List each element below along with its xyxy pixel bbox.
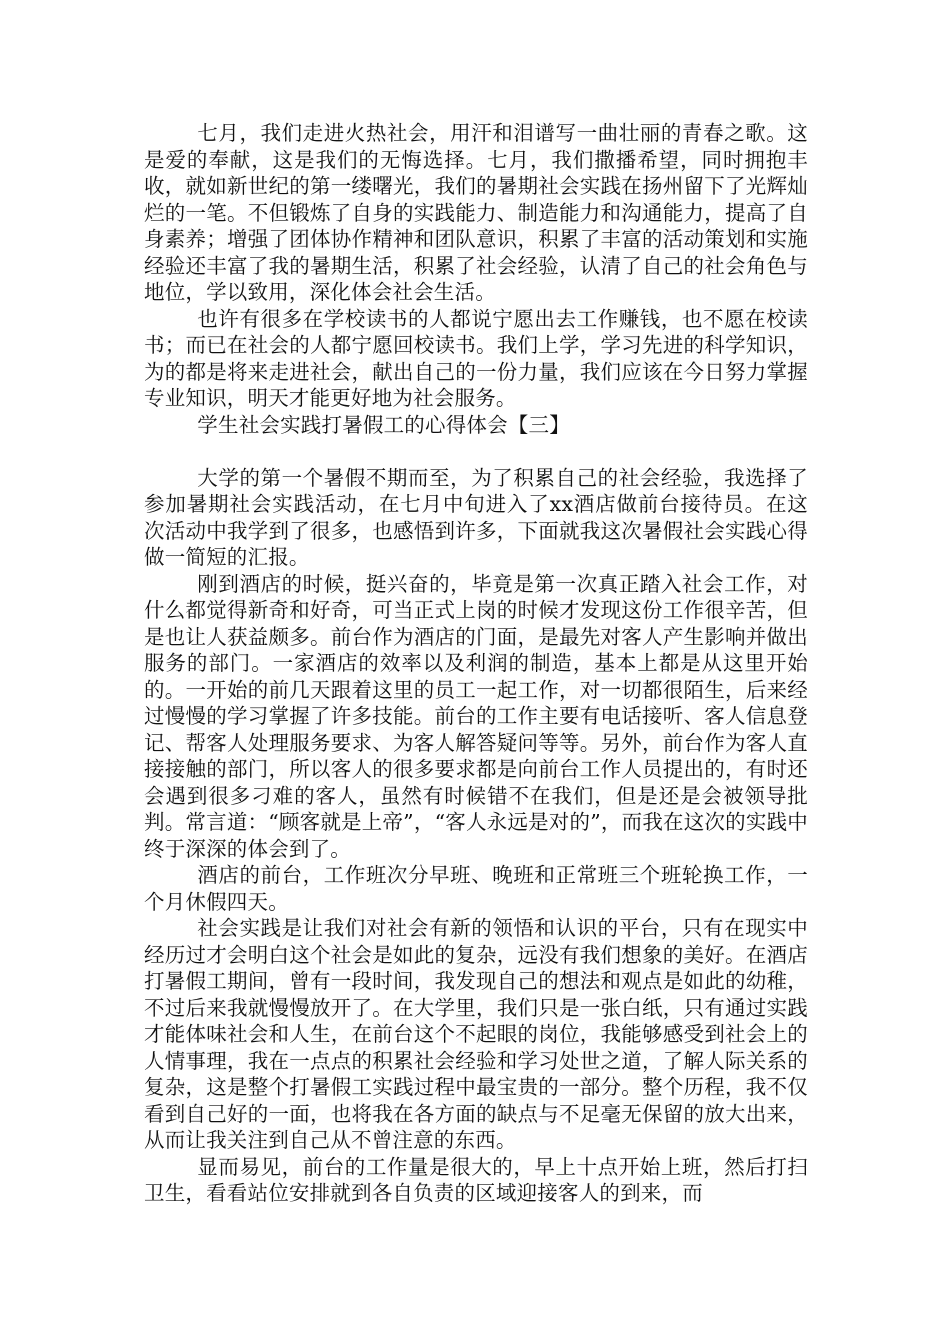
paragraph-study: 也许有很多在学校读书的人都说宁愿出去工作赚钱，也不愿在校读书；而已在社会的人都宁愿回校读书。我们上学，学习先进的科学知识，为的都是将来走进社会，献出自己的一份力量，我们应该在今日努力掌握专业知识，明天才能更好地为社会服务。: [144, 306, 808, 410]
paragraph-shifts: 酒店的前台，工作班次分早班、晚班和正常班三个班轮换工作，一个月休假四天。: [144, 863, 808, 914]
paragraph-social-practice: 社会实践是让我们对社会有新的领悟和认识的平台，只有在现实中经历过才会明白这个社会是如此的复杂，远没有我们想象的美好。在酒店打暑假工期间，曾有一段时间，我发现自己的想法和观点是如此的幼稚，不过后来我就慢慢放开了。在大学里，我们只是一张白纸，只有通过实践才能体味社会和人生，在前台这个不起眼的岗位，我能够感受到社会上的人情事理，我在一点点的积累社会经验和学习处世之道，了解人际关系的复杂，这是整个打暑假工实践过程中最宝贵的一部分。整个历程，我不仅看到自己好的一面，也将我在各方面的缺点与不足毫无保留的放大出来，从而让我关注到自己从不曾注意的东西。: [144, 916, 808, 1152]
paragraph-hotel-arrival: 刚到酒店的时候，挺兴奋的，毕竟是第一次真正踏入社会工作，对什么都觉得新奇和好奇，可当正式上岗的时候才发现这份工作很辛苦，但是也让人获益颇多。前台作为酒店的门面，是最先对客人产生影响并做出服务的部门。一家酒店的效率以及利润的制造，基本上都是从这里开始的。一开始的前几天跟着这里的员工一起工作，对一切都很陌生，后来经过慢慢的学习掌握了许多技能。前台的工作主要有电话接听、客人信息登记、帮客人处理服务要求、为客人解答疑问等等。另外，前台作为客人直接接触的部门，所以客人的很多要求都是向前台工作人员提出的，有时还会遇到很多刁难的客人，虽然有时候错不在我们，但是还是会被领导批判。常言道：“顾客就是上帝”，“客人永远是对的”，而我在这次的实践中终于深深的体会到了。: [144, 571, 808, 861]
document-body: [144, 120, 808, 1207]
paragraph-workload: 显而易见，前台的工作量是很大的，早上十点开始上班，然后打扫卫生，看看站位安排就到各自负责的区域迎接客人的到来，而: [144, 1154, 808, 1205]
section-heading: 学生社会实践打暑假工的心得体会【三】: [197, 412, 570, 437]
paragraph-july: 七月，我们走进火热社会，用汗和泪谱写一曲壮丽的青春之歌。这是爱的奉献，这是我们的无悔选择。七月，我们撒播希望，同时拥抱丰收，就如新世纪的第一缕曙光，我们的暑期社会实践在扬州留下了光辉灿烂的一笔。不但锻炼了自身的实践能力、制造能力和沟通能力，提高了自身素养；增强了团体协作精神和团队意识，积累了丰富的活动策划和实施经验还丰富了我的暑期生活，积累了社会经验，认清了自己的社会角色与地位，学以致用，深化体会社会生活。: [144, 121, 808, 304]
paragraph-first-summer: 大学的第一个暑假不期而至，为了积累自己的社会经验，我选择了参加暑期社会实践活动，在七月中旬进入了xx酒店做前台接待员。在这次活动中我学到了很多，也感悟到许多，下面就我这次暑假社会实践心得做一简短的汇报。: [144, 465, 808, 569]
